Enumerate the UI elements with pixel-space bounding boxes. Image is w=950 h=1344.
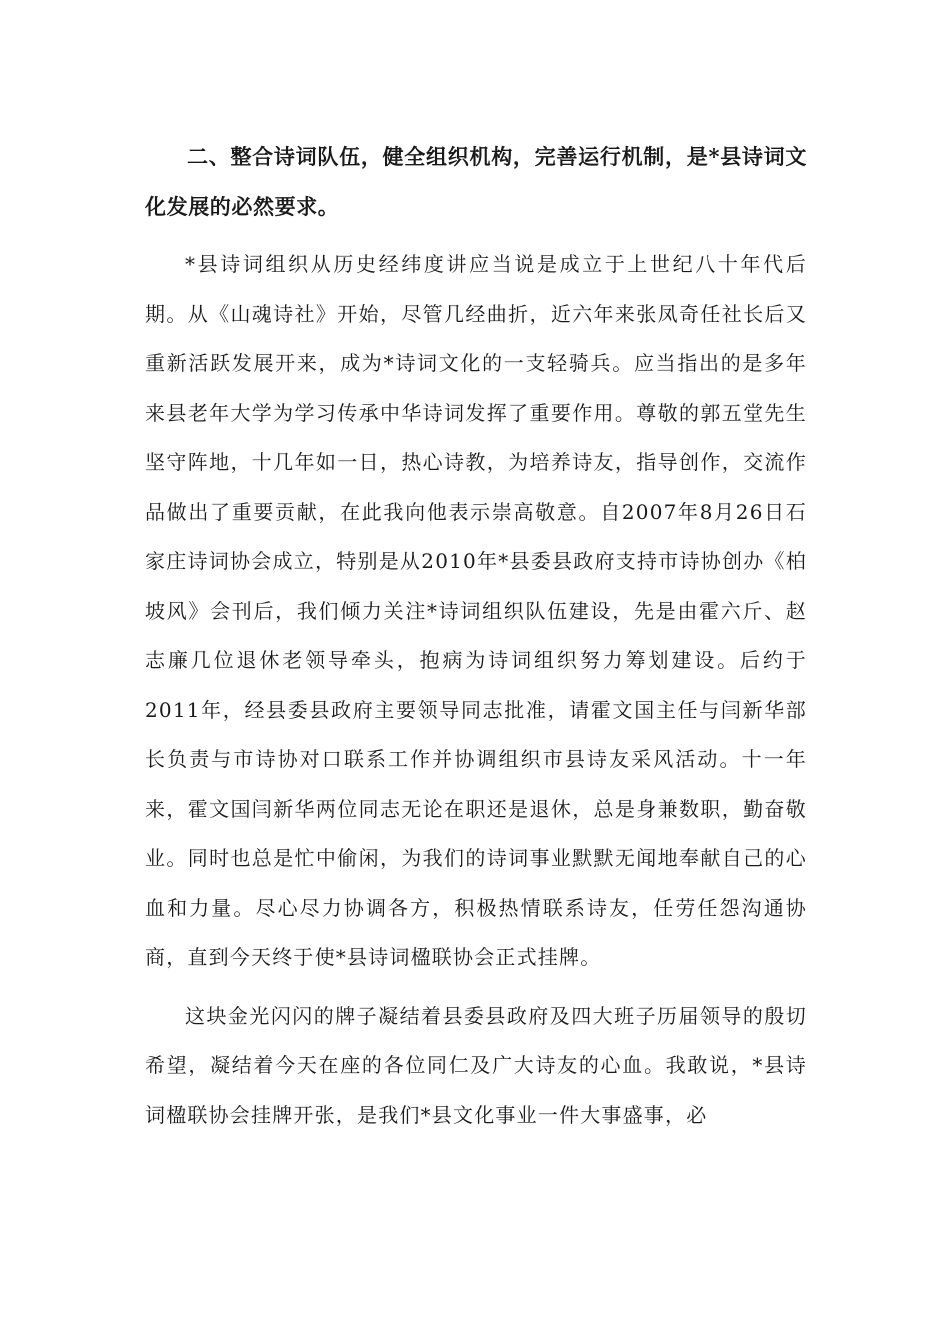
paragraph-plaque: 这块金光闪闪的牌子凝结着县委县政府及四大班子历届领导的殷切希望，凝结着今天在座的各位同仁及广大诗友的心血。我敢说，*县诗词楹联协会挂牌开张，是我们*县文化事业一件大事盛事，必 xyxy=(145,1003,807,1127)
paragraph-history: *县诗词组织从历史经纬度讲应当说是成立于上世纪八十年代后期。从《山魂诗社》开始，尽管几经曲折，近六年来张凤奇任社长后又重新活跃发展开来，成为*诗词文化的一支轻骑兵。应当指出的是多年来县老年大学为学习传承中华诗词发挥了重要作用。尊敬的郭五堂先生坚守阵地，十几年如一日，热心诗教，为培养诗友，指导创作，交流作品做出了重要贡献，在此我向他表示崇高敬意。自2007年8月26日石家庄诗词协会成立，特别是从2010年*县委县政府支持市诗协创办《柏坡风》会刊后，我们倾力关注*诗词组织队伍建设，先是由霍六斤、赵志廉几位退休老领导牵头，抱病为诗词组织努力筹划建设。后约于2011年，经县委县政府主要领导同志批准，请霍文国主任与闫新华部长负责与市诗协对口联系工作并协调组织市县诗友采风活动。十一年来，霍文国闫新华两位同志无论在职还是退休，总是身兼数职，勤奋敬业。同时也总是忙中偷闲，为我们的诗词事业默默无闻地奉献自己的心血和力量。尽心尽力协调各方，积极热情联系诗友，任劳任怨沟通协商，直到今天终于使*县诗词楹联协会正式挂牌。 xyxy=(145,252,807,969)
document-body xyxy=(145,132,807,1149)
section-heading: 二、整合诗词队伍，健全组织机构，完善运行机制，是*县诗词文化发展的必然要求。 xyxy=(145,144,807,219)
